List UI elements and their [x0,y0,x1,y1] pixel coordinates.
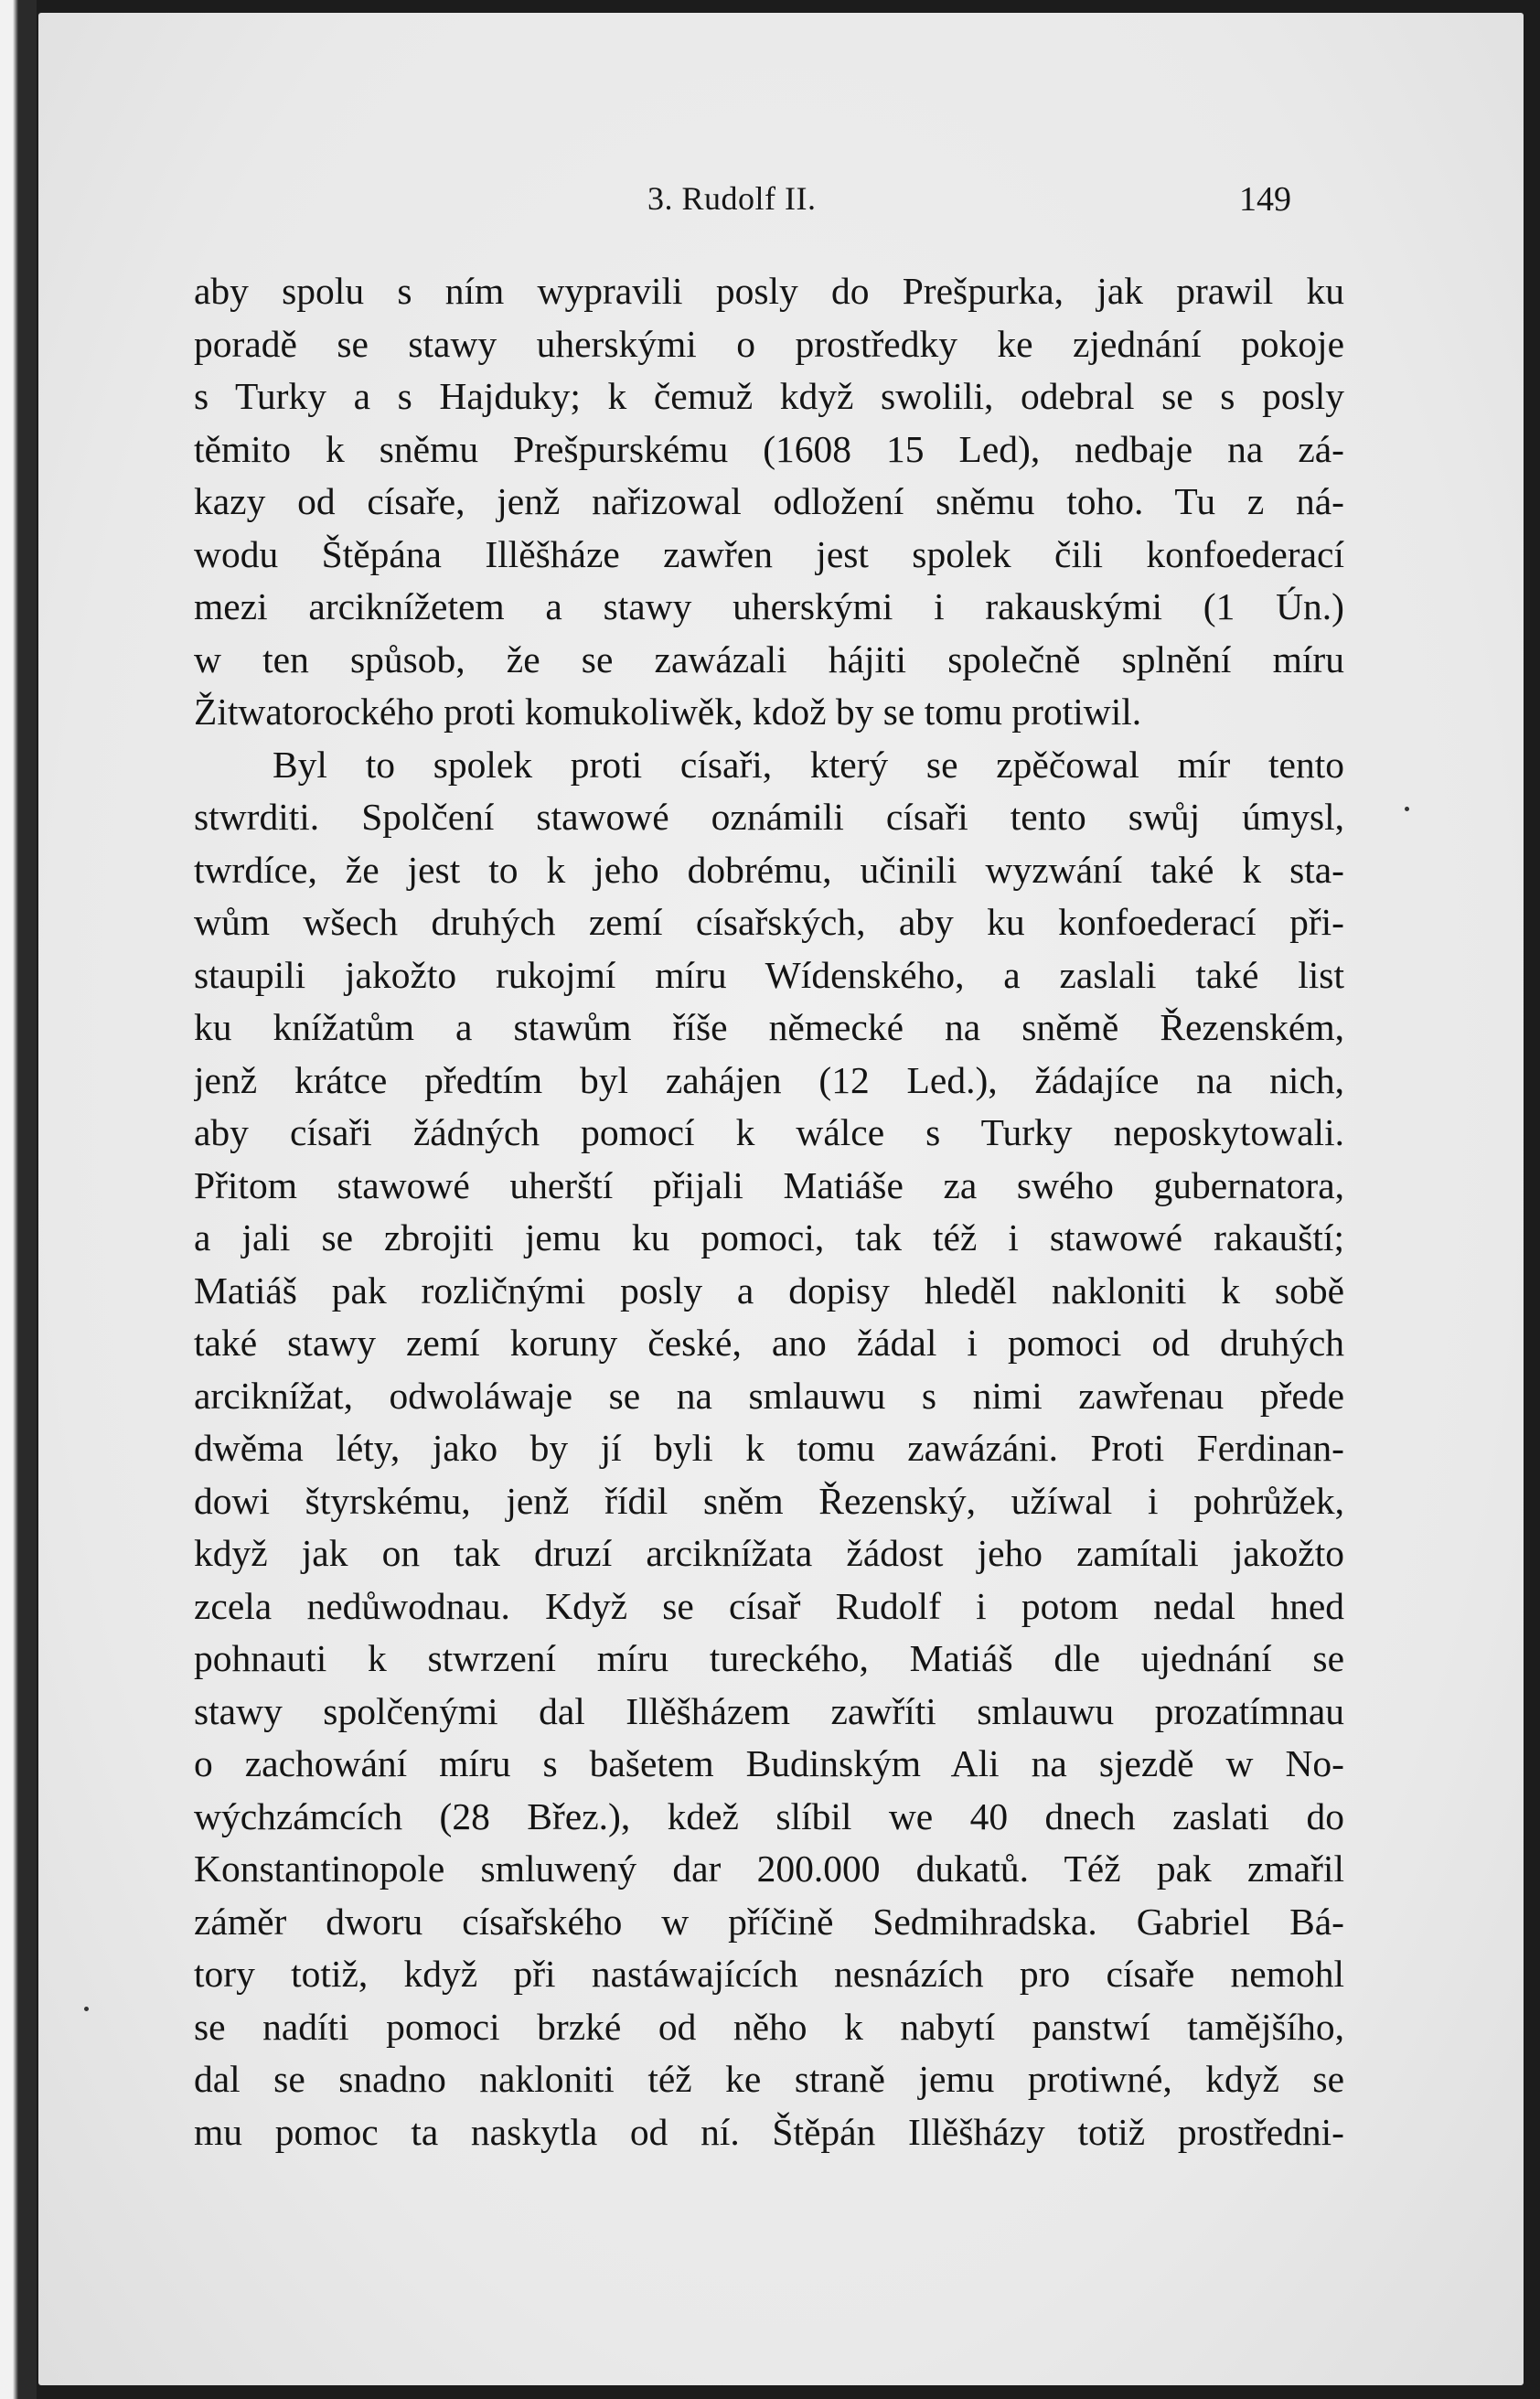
text-line: wům wšech druhých zemí císařských, aby ku konfoederací při- [194,901,1344,943]
text-line: a jali se zbrojiti jemu ku pomoci, tak též i stawowé rakauští; [194,1216,1344,1258]
text-line: stwrditi. Spolčení stawowé oznámili císaři tento swůj úmysl, [194,796,1344,838]
print-speck [84,2007,89,2011]
text-line: když jak on tak druzí arciknížata žádost jeho zamítali jakožto [194,1532,1344,1574]
text-line: Konstantinopole smluwený dar 200.000 dukatů. Též pak zmařil [194,1847,1344,1890]
text-line: ku knížatům a stawům říše německé na sněmě Řezenském, [194,1006,1344,1048]
text-line: s Turky a s Hajduky; k čemuž když swolili, odebral se s posly [194,375,1344,417]
text-line: kazy od císaře, jenž nařizowal odložení sněmu toho. Tu z ná- [194,480,1344,522]
text-line: tory totiž, když při nastáwajících nesnázích pro císaře nemohl [194,1953,1344,1995]
text-line: Matiáš pak rozličnými posly a dopisy hleděl nakloniti k sobě [194,1269,1344,1312]
text-line: dowi štyrskému, jenž řídil sněm Řezenský, užíwal i pohrůžek, [194,1479,1344,1522]
text-line: pohnauti k stwrzení míru tureckého, Matiáš dle ujednání se [194,1637,1344,1679]
book-page [38,13,1524,2385]
text-line: Žitwatorockého proti komukoliwěk, kdož by se tomu protiwil. [194,691,1142,733]
text-line: o zachowání míru s bašetem Budinským Ali na sjezdě w No- [194,1742,1344,1784]
text-line: aby spolu s ním wypravili posly do Prešpurka, jak prawil ku [194,270,1344,312]
text-line: se nadíti pomoci brzké od něho k nabytí panstwí tamějšího, [194,2005,1344,2048]
book-gutter-edge [0,0,37,2399]
text-line: twrdíce, že jest to k jeho dobrému, učinili wyzwání také k sta- [194,848,1344,891]
text-line: wýchzámcích (28 Břez.), kdež slíbil we 40 dnech zaslati do [194,1794,1344,1837]
text-line: Přitom stawowé uherští přijali Matiáše za swého gubernatora, [194,1163,1344,1206]
text-line: dwěma léty, jako by jí byli k tomu zawázáni. Proti Ferdinan- [194,1427,1344,1469]
text-line: mu pomoc ta naskytla od ní. Štěpán Illěšházy totiž prostředni- [194,2110,1344,2153]
text-line: wodu Štěpána Illěšháze zawřen jest spolek čili konfoederací [194,532,1344,575]
text-line: zcela nedůwodnau. Když se císař Rudolf i potom nedal hned [194,1584,1344,1627]
text-line: stawy spolčenými dal Illěšházem zawříti smlauwu prozatímnau [194,1689,1344,1732]
text-line: záměr dworu císařského w příčině Sedmihradska. Gabriel Bá- [194,1900,1344,1943]
page-header [38,179,1524,225]
text-line: aby císaři žádných pomocí k wálce s Turky neposkytowali. [194,1111,1344,1153]
running-title: 3. Rudolf II. [647,180,817,217]
text-line: mezi arciknížetem a stawy uherskými i rakauskými (1 Ún.) [194,585,1344,627]
text-line: jenž krátce předtím byl zahájen (12 Led.), žádajíce na nich, [194,1058,1344,1101]
text-line: arciknížat, odwoláwaje se na smlauwu s nimi zawřenau přede [194,1374,1344,1417]
body-text [194,265,1344,2158]
page-number: 149 [1239,180,1291,219]
print-speck [1405,807,1409,811]
text-line: dal se snadno nakloniti též ke straně jemu protiwné, když se [194,2058,1344,2100]
text-line: staupili jakožto rukojmí míru Wídenského, a zaslali také list [194,953,1344,996]
text-line: také stawy zemí koruny české, ano žádal i pomoci od druhých [194,1322,1344,1364]
text-line: poradě se stawy uherskými o prostředky ke zjednání pokoje [194,322,1344,365]
text-line: w ten spůsob, že se zawázali hájiti společně splnění míru [194,637,1344,680]
text-line: těmito k sněmu Prešpurskému (1608 15 Led), nedbaje na zá- [194,427,1344,470]
text-line-paragraph-start: Byl to spolek proti císaři, který se zpěčowal mír tento [273,743,1344,786]
